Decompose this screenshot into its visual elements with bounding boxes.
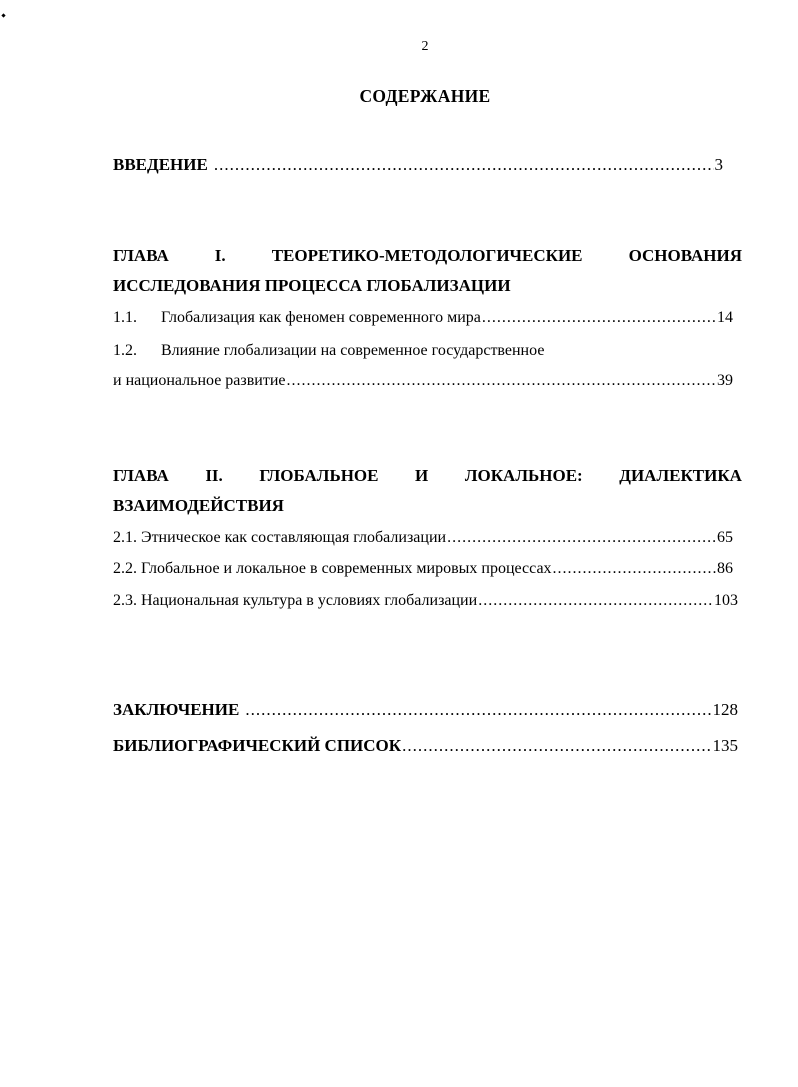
leader-dots: [447, 529, 716, 547]
chapter-2-heading[interactable]: [113, 461, 742, 521]
chapter-2-word: И: [415, 466, 429, 485]
chapter-2-word: ГЛОБАЛЬНОЕ: [259, 466, 379, 485]
leader-dots: [553, 560, 716, 578]
toc-entry-page: 103: [714, 592, 738, 609]
toc-entry-2-3[interactable]: [113, 592, 738, 610]
leader-dots: [214, 155, 714, 175]
toc-entry-1-2-cont[interactable]: [113, 372, 733, 390]
toc-entry-page: 65: [717, 529, 733, 546]
toc-entry-bibliography[interactable]: [113, 736, 738, 756]
leader-dots: [245, 700, 711, 720]
toc-entry-2-2[interactable]: [113, 560, 733, 578]
leader-dots: [402, 736, 711, 756]
toc-entry-conclusion[interactable]: [113, 700, 738, 720]
toc-entry-1-1[interactable]: [113, 309, 733, 327]
toc-entry-label: ЗАКЛЮЧЕНИЕ: [113, 700, 240, 719]
section-title: 2.1. Этническое как составляющая глобализации: [113, 529, 447, 546]
chapter-2-word: ГЛАВА: [113, 466, 169, 485]
leader-dots: [478, 592, 713, 610]
section-title: 2.3. Национальная культура в условиях глобализации: [113, 592, 478, 609]
chapter-1-heading[interactable]: [113, 241, 742, 301]
toc-entry-page: 3: [714, 155, 723, 174]
page-title: СОДЕРЖАНИЕ: [359, 86, 491, 106]
leader-dots: [482, 309, 716, 327]
toc-entry-intro[interactable]: [113, 155, 723, 175]
toc-entry-label: ВВЕДЕНИЕ: [113, 155, 208, 174]
section-title-cont: и национальное развитие: [113, 372, 286, 389]
section-title: Глобализация как феномен современного мира: [161, 309, 481, 326]
chapter-1-word: I.: [214, 246, 226, 265]
section-number: 1.2.: [113, 342, 137, 359]
page-number: 2: [421, 39, 429, 54]
section-number: 1.1.: [113, 309, 137, 326]
toc-entry-1-2[interactable]: [113, 342, 733, 360]
toc-entry-page: 86: [717, 560, 733, 577]
chapter-2-word: ЛОКАЛЬНОЕ:: [464, 466, 583, 485]
leader-dots: [287, 372, 717, 390]
toc-entry-page: 14: [717, 309, 733, 326]
toc-entry-page: 39: [717, 372, 733, 389]
scan-mark: [1, 13, 5, 17]
toc-entry-page: 128: [712, 700, 738, 719]
section-title: Влияние глобализации на современное государственное: [161, 342, 545, 359]
toc-entry-page: 135: [712, 736, 738, 755]
toc-entry-2-1[interactable]: [113, 529, 733, 547]
chapter-1-word: ОСНОВАНИЯ: [628, 246, 742, 265]
section-title: 2.2. Глобальное и локальное в современных мировых процессах: [113, 560, 552, 577]
toc-entry-label: БИБЛИОГРАФИЧЕСКИЙ СПИСОК: [113, 736, 402, 755]
chapter-1-title-cont: ИССЛЕДОВАНИЯ ПРОЦЕССА ГЛОБАЛИЗАЦИИ: [113, 276, 511, 295]
chapter-2-word: ДИАЛЕКТИКА: [619, 466, 742, 485]
chapter-1-word: ТЕОРЕТИКО-МЕТОДОЛОГИЧЕСКИЕ: [271, 246, 583, 265]
chapter-2-word: II.: [205, 466, 223, 485]
chapter-1-word: ГЛАВА: [113, 246, 169, 265]
chapter-2-title-cont: ВЗАИМОДЕЙСТВИЯ: [113, 496, 284, 515]
